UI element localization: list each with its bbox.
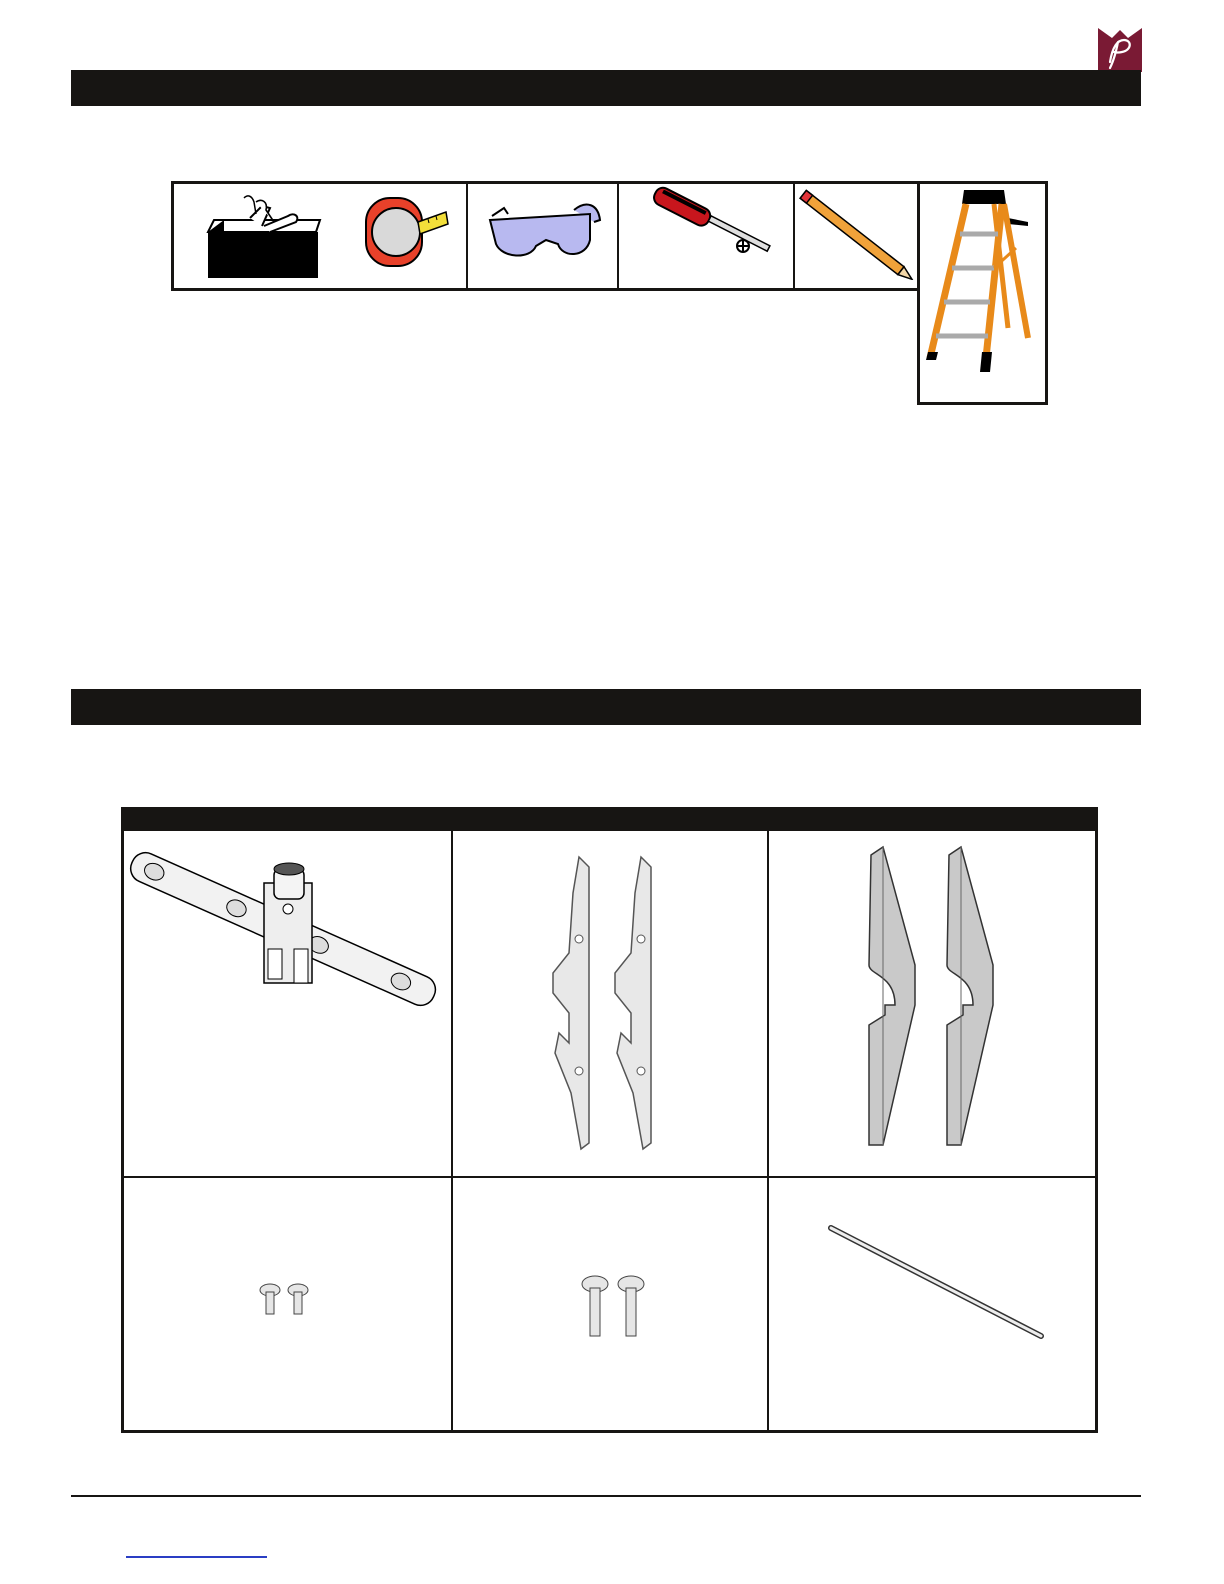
tools-required-panel xyxy=(171,181,920,291)
footer-divider xyxy=(71,1495,1141,1497)
short-screw-pair-icon xyxy=(256,1282,316,1318)
section-header-parts xyxy=(71,689,1141,725)
tool-cell-toolbox-tape xyxy=(174,184,468,288)
tool-cell-glasses xyxy=(468,184,619,288)
tool-cell-screwdriver xyxy=(619,184,795,288)
rod-icon xyxy=(827,1222,1047,1342)
part-cell xyxy=(769,831,1095,1176)
footer-link[interactable] xyxy=(126,1556,267,1558)
safety-glasses-icon xyxy=(486,196,606,266)
part-cell xyxy=(453,831,767,1176)
part-cell xyxy=(124,1178,451,1430)
section-header-tools xyxy=(71,70,1141,106)
hanger-bracket-pair-icon xyxy=(549,853,679,1153)
tool-cell-pencil xyxy=(795,184,917,288)
brand-logo-icon xyxy=(1098,28,1142,72)
step-ladder-icon xyxy=(924,188,1042,380)
pencil-icon xyxy=(797,186,915,280)
part-cell xyxy=(769,1178,1095,1430)
toolbox-icon xyxy=(204,192,324,282)
tape-measure-icon xyxy=(362,192,452,272)
tool-cell-ladder xyxy=(917,181,1048,405)
parts-table-header xyxy=(124,810,1095,831)
part-cell xyxy=(124,831,451,1176)
phillips-screwdriver-icon xyxy=(649,184,789,256)
support-arm-pair-icon xyxy=(865,845,1005,1151)
long-screw-pair-icon xyxy=(579,1274,651,1340)
part-cell xyxy=(453,1178,767,1430)
parts-table xyxy=(121,807,1098,1433)
mount-bar-assembly-icon xyxy=(128,839,448,1039)
